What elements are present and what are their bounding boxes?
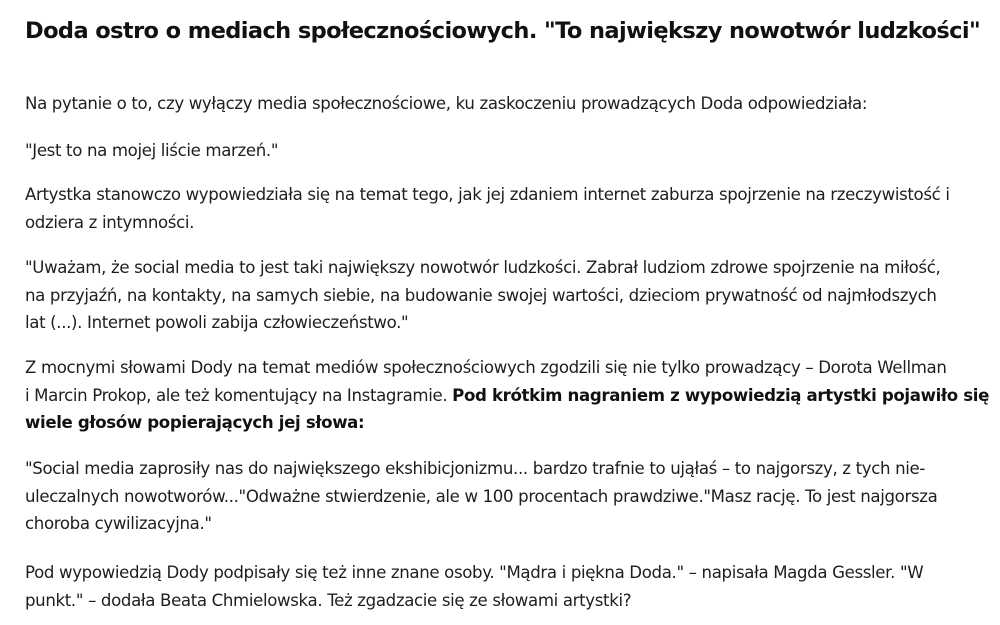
paragraph-text: i Marcin Prokop, ale też komentujący na Instagramie. (25, 385, 453, 405)
paragraph-celebrities (25, 559, 1000, 614)
paragraph-line: "Jest to na mojej liście marzeń." (25, 141, 279, 160)
paragraph-agreement (25, 354, 1000, 437)
paragraph-line: Z mocnymi słowami Dody na temat mediów społecznościowych zgodzili się nie tylko prowadzący – Dorota Wellman (25, 358, 947, 377)
paragraph-question (25, 90, 1000, 118)
paragraph-line: odziera z intymności. (25, 212, 195, 232)
paragraph-bold-text: Pod krótkim nagraniem z wypowiedzią artystki pojawiło się (452, 385, 989, 405)
paragraph-line: "Social media zaprosiły nas do największego ekshibicjonizmu... bardzo trafnie to ująłaś – to najgorszy, z tych nie- (25, 459, 925, 478)
paragraph-line: uleczalnych nowotworów..."Odważne stwierdzenie, ale w 100 procentach prawdziwe."Masz rację. To jest najgorsza (25, 486, 938, 506)
paragraph-artist-opinion (25, 181, 1000, 236)
paragraph-line: "Uważam, że social media to jest taki największy nowotwór ludzkości. Zabrał ludziom zdrowe spojrzenie na miłość, (25, 258, 941, 277)
paragraph-line: na przyjaźń, na kontakty, na samych siebie, na budowanie swojej wartości, dzieciom prywatność od najmłodszych (25, 285, 937, 305)
paragraph-quote-cancer (25, 254, 1000, 337)
paragraph-line: Na pytanie o to, czy wyłączy media społecznościowe, ku zaskoczeniu prowadzących Doda odpowiedziała: (25, 94, 868, 113)
paragraph-line: choroba cywilizacyjna." (25, 514, 212, 533)
article-title: Doda ostro o mediach społecznościowych. "To największy nowotwór ludzkości" (25, 18, 981, 44)
paragraph-bold-line: wiele głosów popierających jej słowa: (25, 413, 365, 432)
paragraph-line: lat (...). Internet powoli zabija człowieczeństwo." (25, 313, 409, 332)
paragraph-comments (25, 455, 1000, 538)
paragraph-line: punkt." – dodała Beata Chmielowska. Też zgadzacie się ze słowami artystki? (25, 590, 632, 610)
paragraph-line (25, 382, 1000, 410)
paragraph-line: Pod wypowiedzią Dody podpisały się też inne znane osoby. "Mądra i piękna Doda." – napisała Magda Gessler. "W (25, 563, 924, 582)
paragraph-quote-dreams (25, 137, 1000, 165)
paragraph-line: Artystka stanowczo wypowiedziała się na temat tego, jak jej zdaniem internet zaburza spojrzenie na rzeczywistość i (25, 185, 950, 204)
